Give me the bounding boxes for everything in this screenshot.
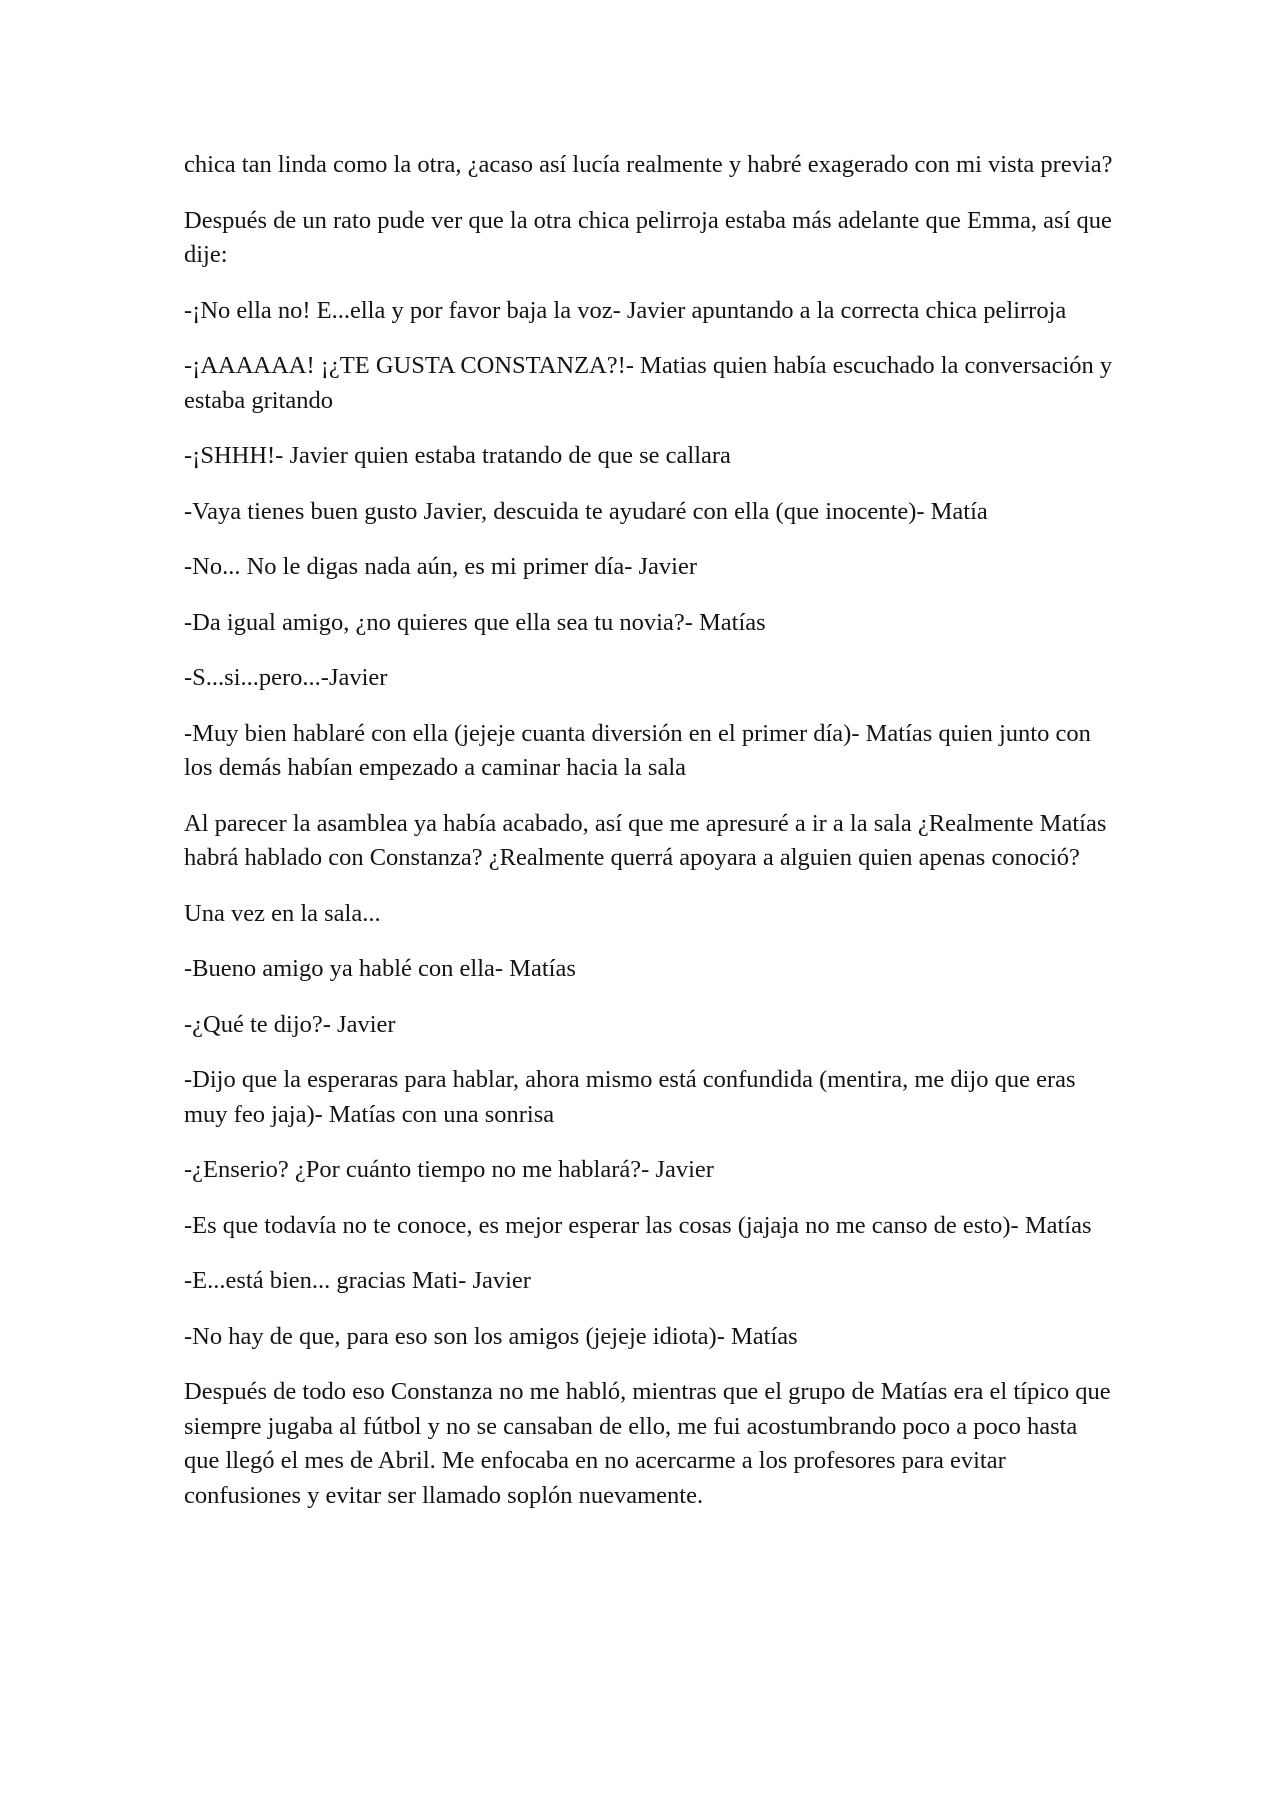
paragraph: -¿Qué te dijo?- Javier <box>184 1010 396 1038</box>
paragraph: -¡SHHH!- Javier quien estaba tratando de que se callara <box>184 442 731 469</box>
paragraph: -No... No le digas nada aún, es mi primer día- Javier <box>184 553 697 580</box>
paragraph: -Es que todavía no te conoce, es mejor esperar las cosas (jajaja no me canso de esto)- Matías <box>184 1211 1092 1239</box>
paragraph: Al parecer la asamblea ya había acabado, así que me apresuré a ir a la sala ¿Realmente Matías habrá hablado con Constanza? ¿Realmente querrá apoyara a alguien quien apenas conoció? <box>184 809 1107 871</box>
paragraph: -E...está bien... gracias Mati- Javier <box>184 1267 531 1294</box>
paragraph: Una vez en la sala... <box>184 899 381 927</box>
paragraph: -¡No ella no! E...ella y por favor baja la voz- Javier apuntando a la correcta chica pelirroja <box>184 296 1067 324</box>
paragraph: -Muy bien hablaré con ella (jejeje cuanta diversión en el primer día)- Matías quien junto con los demás habían empezado a caminar hacia la sala <box>184 719 1091 781</box>
paragraph: -¿Enserio? ¿Por cuánto tiempo no me hablará?- Javier <box>184 1156 714 1183</box>
paragraph: Después de un rato pude ver que la otra chica pelirroja estaba más adelante que Emma, así que dije: <box>184 206 1112 268</box>
document-body <box>184 148 1114 1534</box>
paragraph: chica tan linda como la otra, ¿acaso así lucía realmente y habré exagerado con mi vista previa? <box>184 151 1113 178</box>
paragraph: -Da igual amigo, ¿no quieres que ella sea tu novia?- Matías <box>184 608 766 636</box>
paragraph: -S...si...pero...-Javier <box>184 664 388 691</box>
paragraph: -¡AAAAAA! ¡¿TE GUSTA CONSTANZA?!- Matias quien había escuchado la conversación y estaba gritando <box>184 352 1113 414</box>
paragraph: Después de todo eso Constanza no me habló, mientras que el grupo de Matías era el típico que siempre jugaba al fútbol y no se cansaban de ello, me fui acostumbrando poco a poco hasta que llegó el mes de Abril. Me enfocaba en no acercarme a los profesores para evitar confusiones y evitar ser llamado soplón nuevamente. <box>184 1378 1111 1509</box>
paragraph: -No hay de que, para eso son los amigos (jejeje idiota)- Matías <box>184 1322 798 1350</box>
paragraph: -Vaya tienes buen gusto Javier, descuida te ayudaré con ella (que inocente)- Matía <box>184 497 988 525</box>
paragraph: -Dijo que la esperaras para hablar, ahora mismo está confundida (mentira, me dijo que eras muy feo jaja)- Matías con una sonrisa <box>184 1066 1076 1128</box>
paragraph: -Bueno amigo ya hablé con ella- Matías <box>184 955 576 982</box>
